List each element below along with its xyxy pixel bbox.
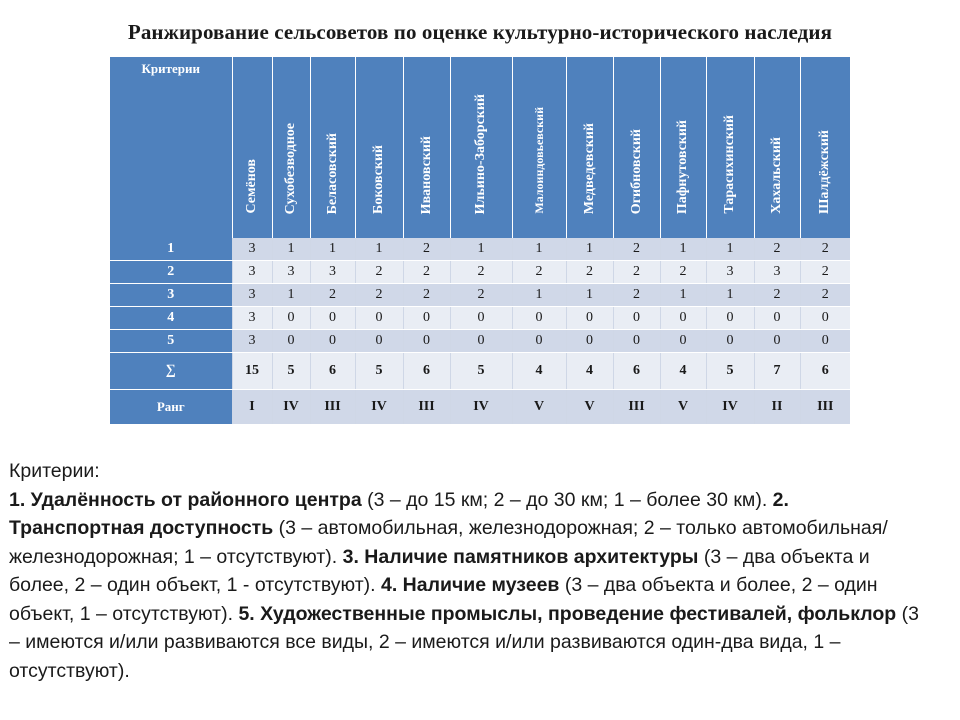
column-header-label: Сухобезводное xyxy=(283,122,298,214)
table-cell: 6 xyxy=(403,353,450,390)
table-cell: 2 xyxy=(754,238,800,261)
criterion-2-text: (3 – автомобильная, железнодорожная; 2 – только автомобильная/железнодорожная; 1 – отсутствуют). xyxy=(9,517,888,568)
table-row xyxy=(110,390,850,425)
table-cell: 2 xyxy=(450,284,512,307)
criterion-1-title: 1. Удалённость от районного центра xyxy=(9,488,362,511)
column-header-label: Тарасихинский xyxy=(722,115,737,214)
table-cell: 2 xyxy=(512,261,566,284)
table-cell: 2 xyxy=(754,284,800,307)
table-row xyxy=(110,330,850,353)
table-cell: 0 xyxy=(450,307,512,330)
table-cell: 3 xyxy=(754,261,800,284)
table-cell: 2 xyxy=(800,238,850,261)
row-label: 2 xyxy=(110,261,232,284)
column-header-label: Огибновский xyxy=(628,128,644,214)
criteria-description xyxy=(9,457,929,685)
criterion-2-title: 2. Транспортная доступность xyxy=(9,488,789,539)
column-header xyxy=(613,57,660,238)
table-cell: 2 xyxy=(403,238,450,261)
table-cell: 0 xyxy=(403,330,450,353)
table-cell: 5 xyxy=(450,353,512,390)
table-cell: 0 xyxy=(613,330,660,353)
table-cell: 3 xyxy=(232,284,272,307)
table-cell: 0 xyxy=(566,307,613,330)
table-row xyxy=(110,284,850,307)
column-header xyxy=(272,57,310,238)
table-cell: 15 xyxy=(232,353,272,390)
table-row xyxy=(110,261,850,284)
column-header xyxy=(450,57,512,238)
table-cell: III xyxy=(310,390,355,425)
ranking-table xyxy=(110,57,850,425)
table-cell: 2 xyxy=(613,261,660,284)
criterion-5-title: 5. Художественные промыслы, проведение фестивалей, фольклор xyxy=(238,602,897,625)
table-cell: IV xyxy=(355,390,403,425)
table-cell: 1 xyxy=(660,284,706,307)
table-cell: 0 xyxy=(310,330,355,353)
table-cell: 0 xyxy=(754,307,800,330)
table-cell: 6 xyxy=(800,353,850,390)
table-cell: 5 xyxy=(706,353,754,390)
table-cell: V xyxy=(566,390,613,425)
table-cell: 0 xyxy=(660,330,706,353)
column-header xyxy=(660,57,706,238)
column-header xyxy=(310,57,355,238)
table-cell: 1 xyxy=(706,284,754,307)
table-cell: 0 xyxy=(355,307,403,330)
table-cell: 0 xyxy=(272,307,310,330)
column-header xyxy=(800,57,850,238)
criterion-4-text: (3 – два объекта и более, 2 – один объект, 1 – отсутствуют). xyxy=(9,574,878,625)
table-cell: 6 xyxy=(613,353,660,390)
table-cell: 2 xyxy=(800,284,850,307)
column-header-label: Боковский xyxy=(371,145,386,214)
column-header xyxy=(355,57,403,238)
row-label: 3 xyxy=(110,284,232,307)
table-cell: I xyxy=(232,390,272,425)
column-header xyxy=(512,57,566,238)
table-cell: 2 xyxy=(355,284,403,307)
table-cell: 2 xyxy=(403,284,450,307)
table-cell: 0 xyxy=(660,307,706,330)
column-header-label: Беласовский xyxy=(324,132,340,214)
table-cell: 3 xyxy=(232,330,272,353)
column-header-label: Шалдёжский xyxy=(817,130,833,214)
table-cell: IV xyxy=(706,390,754,425)
column-header xyxy=(232,57,272,238)
table-cell: 3 xyxy=(232,238,272,261)
table-cell: 1 xyxy=(310,238,355,261)
table-cell: 2 xyxy=(613,284,660,307)
column-header-label: Ивановский xyxy=(418,135,434,214)
table-cell: 0 xyxy=(754,330,800,353)
table-cell: 1 xyxy=(272,238,310,261)
table-cell: 0 xyxy=(800,330,850,353)
table-cell: 1 xyxy=(272,284,310,307)
table-cell: 1 xyxy=(450,238,512,261)
column-header xyxy=(403,57,450,238)
table-cell: 1 xyxy=(566,284,613,307)
table-cell: 5 xyxy=(355,353,403,390)
table-cell: V xyxy=(660,390,706,425)
table-cell: 3 xyxy=(706,261,754,284)
table-cell: 3 xyxy=(232,261,272,284)
column-header-label: Малоиндовьевский xyxy=(531,107,546,214)
table-cell: 0 xyxy=(272,330,310,353)
table-cell: 0 xyxy=(310,307,355,330)
table-row xyxy=(110,238,850,261)
table-cell: 4 xyxy=(566,353,613,390)
row-label: 1 xyxy=(110,238,232,261)
column-header-label: Семёнов xyxy=(244,159,259,214)
table-cell: 0 xyxy=(355,330,403,353)
table-cell: 5 xyxy=(272,353,310,390)
table-cell: 4 xyxy=(512,353,566,390)
table-cell: III xyxy=(800,390,850,425)
table-cell: 1 xyxy=(355,238,403,261)
page-title: Ранжирование сельсоветов по оценке культурно-исторического наследия xyxy=(127,20,833,44)
criteria-header: Критерии xyxy=(110,57,232,238)
table-cell: V xyxy=(512,390,566,425)
row-label: 4 xyxy=(110,307,232,330)
criterion-1-text: (3 – до 15 км; 2 – до 30 км; 1 – более 30 км). xyxy=(361,488,773,511)
table-cell: 7 xyxy=(754,353,800,390)
column-header xyxy=(706,57,754,238)
table-cell: 0 xyxy=(450,330,512,353)
table-cell: 1 xyxy=(566,238,613,261)
table-cell: 0 xyxy=(800,307,850,330)
table-cell: 3 xyxy=(232,307,272,330)
table-cell: II xyxy=(754,390,800,425)
table-cell: 0 xyxy=(512,307,566,330)
table-cell: 0 xyxy=(403,307,450,330)
table-cell: 2 xyxy=(450,261,512,284)
table-cell: 0 xyxy=(566,330,613,353)
table-cell: 0 xyxy=(512,330,566,353)
table-cell: III xyxy=(613,390,660,425)
table-cell: IV xyxy=(272,390,310,425)
table-body xyxy=(110,238,850,425)
table-cell: 3 xyxy=(272,261,310,284)
table-row xyxy=(110,353,850,390)
column-header-label: Медведевский xyxy=(581,122,597,214)
table-cell: 2 xyxy=(660,261,706,284)
column-header xyxy=(754,57,800,238)
table-cell: 2 xyxy=(355,261,403,284)
table-cell: 0 xyxy=(706,330,754,353)
column-header-label: Ильино-Заборский xyxy=(473,93,488,214)
column-header-label: Пафнутовский xyxy=(675,119,690,214)
table-cell: 2 xyxy=(613,238,660,261)
table-cell: 1 xyxy=(512,238,566,261)
column-header-label: Хахальский xyxy=(769,137,784,214)
table-cell: 1 xyxy=(706,238,754,261)
table-row xyxy=(110,307,850,330)
criterion-3-title: 3. Наличие памятников архитектуры xyxy=(342,545,699,568)
criterion-5-text: (3 – имеются и/или развиваются все виды, 2 – имеются и/или развиваются один-два вида, 1 – отсутствуют). xyxy=(9,602,919,682)
table-cell: IV xyxy=(450,390,512,425)
table-cell: III xyxy=(403,390,450,425)
table-cell: 4 xyxy=(660,353,706,390)
criterion-4-title: 4. Наличие музеев xyxy=(380,574,560,596)
table-cell: 0 xyxy=(613,307,660,330)
row-label: Ранг xyxy=(110,390,232,425)
table-cell: 1 xyxy=(660,238,706,261)
table-cell: 1 xyxy=(512,284,566,307)
criterion-3-text: (3 – два объекта и более, 2 – один объект, 1 - отсутствуют). xyxy=(9,545,870,596)
table-cell: 3 xyxy=(310,261,355,284)
row-label: ∑ xyxy=(110,353,232,390)
row-label: 5 xyxy=(110,330,232,353)
table-header-row xyxy=(110,57,850,238)
table-cell: 0 xyxy=(706,307,754,330)
column-header xyxy=(566,57,613,238)
table-cell: 2 xyxy=(566,261,613,284)
table-cell: 6 xyxy=(310,353,355,390)
table-cell: 2 xyxy=(310,284,355,307)
table-cell: 2 xyxy=(403,261,450,284)
criteria-heading: Критерии: xyxy=(9,460,100,482)
table-cell: 2 xyxy=(800,261,850,284)
